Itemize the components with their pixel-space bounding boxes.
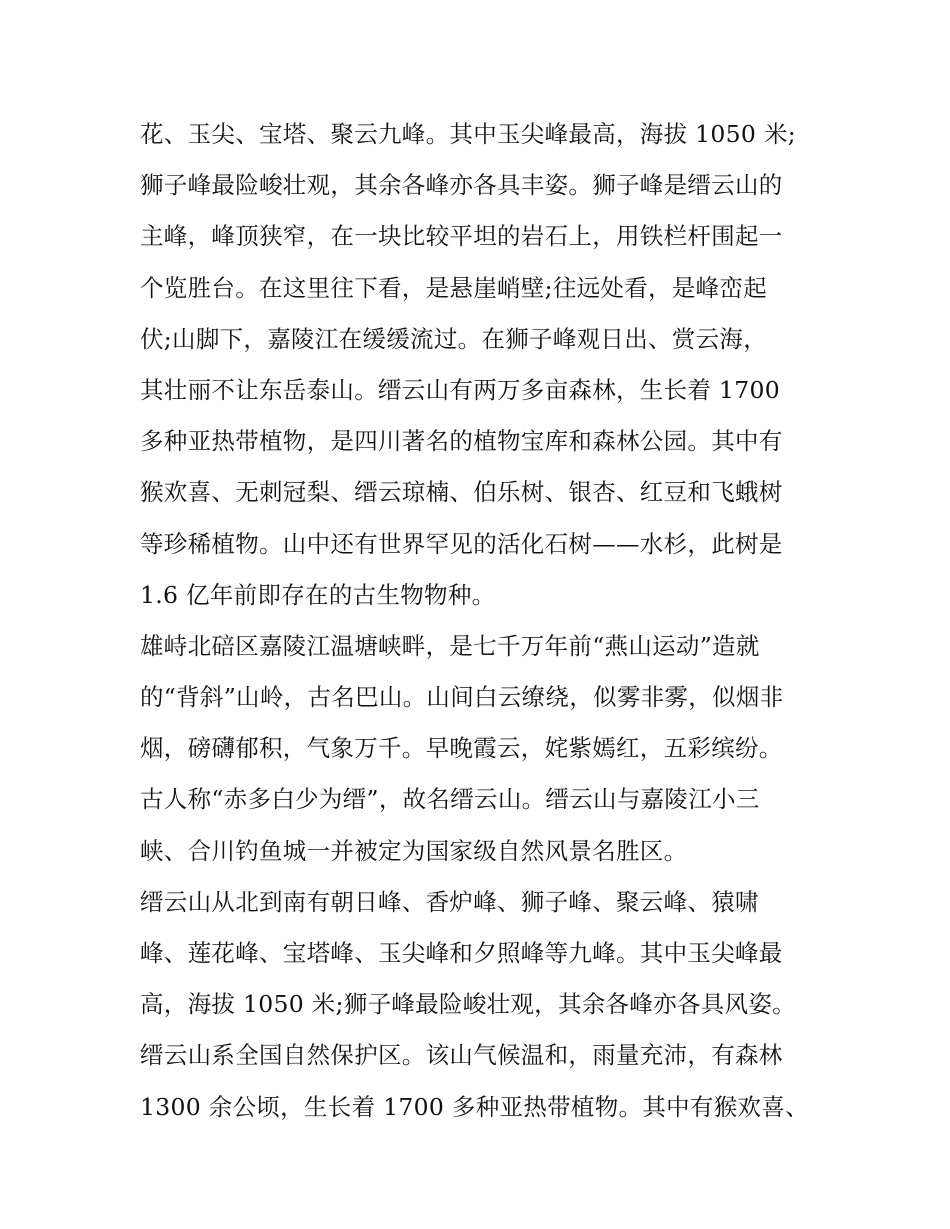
text-line: 花、玉尖、宝塔、聚云九峰。其中玉尖峰最高，海拔 1050 米;: [140, 120, 796, 148]
text-line: 狮子峰最险峻壮观，其余各峰亦各具丰姿。狮子峰是缙云山的: [140, 171, 783, 200]
text-line: 多种亚热带植物，是四川著名的植物宝库和森林公园。其中有: [140, 427, 783, 456]
text-line: 缙云山从北到南有朝日峰、香炉峰、狮子峰、聚云峰、猿啸: [140, 887, 759, 916]
text-line: 烟，磅礴郁积，气象万千。早晚霞云，姹紫嫣红，五彩缤纷。: [140, 734, 783, 763]
text-line: 峡、合川钓鱼城一并被定为国家级自然风景名胜区。: [140, 836, 688, 865]
text-line: 伏;山脚下，嘉陵江在缓缓流过。在狮子峰观日出、赏云海，: [140, 324, 768, 353]
text-line: 猴欢喜、无刺冠梨、缙云琼楠、伯乐树、银杏、红豆和飞蛾树: [140, 478, 783, 507]
text-line: 缙云山系全国自然保护区。该山气候温和，雨量充沛，有森林: [140, 1041, 783, 1070]
text-line: 主峰，峰顶狭窄，在一块比较平坦的岩石上，用铁栏杆围起一: [140, 222, 783, 251]
text-line: 个览胜台。在这里往下看，是悬崖峭壁;往远处看，是峰峦起: [140, 273, 768, 302]
text-line: 1.6 亿年前即存在的古生物物种。: [140, 580, 496, 609]
text-line: 雄峙北碚区嘉陵江温塘峡畔，是七千万年前“燕山运动”造就: [140, 631, 760, 660]
text-line: 峰、莲花峰、宝塔峰、玉尖峰和夕照峰等九峰。其中玉尖峰最: [140, 939, 783, 967]
text-line: 古人称“赤多白少为缙”，故名缙云山。缙云山与嘉陵江小三: [140, 785, 760, 814]
text-line: 高，海拔 1050 米;狮子峰最险峻壮观，其余各峰亦各具风姿。: [140, 990, 796, 1019]
text-line: 1300 余公顷，生长着 1700 多种亚热带植物。其中有猴欢喜、: [140, 1092, 809, 1121]
text-line: 其壮丽不让东岳泰山。缙云山有两万多亩森林，生长着 1700: [140, 375, 780, 404]
text-line: 的“背斜”山岭，古名巴山。山间白云缭绕，似雾非雾，似烟非: [140, 683, 784, 712]
text-line: 等珍稀植物。山中还有世界罕见的活化石树——水杉，此树是: [140, 529, 783, 558]
body-text: [140, 109, 820, 1133]
